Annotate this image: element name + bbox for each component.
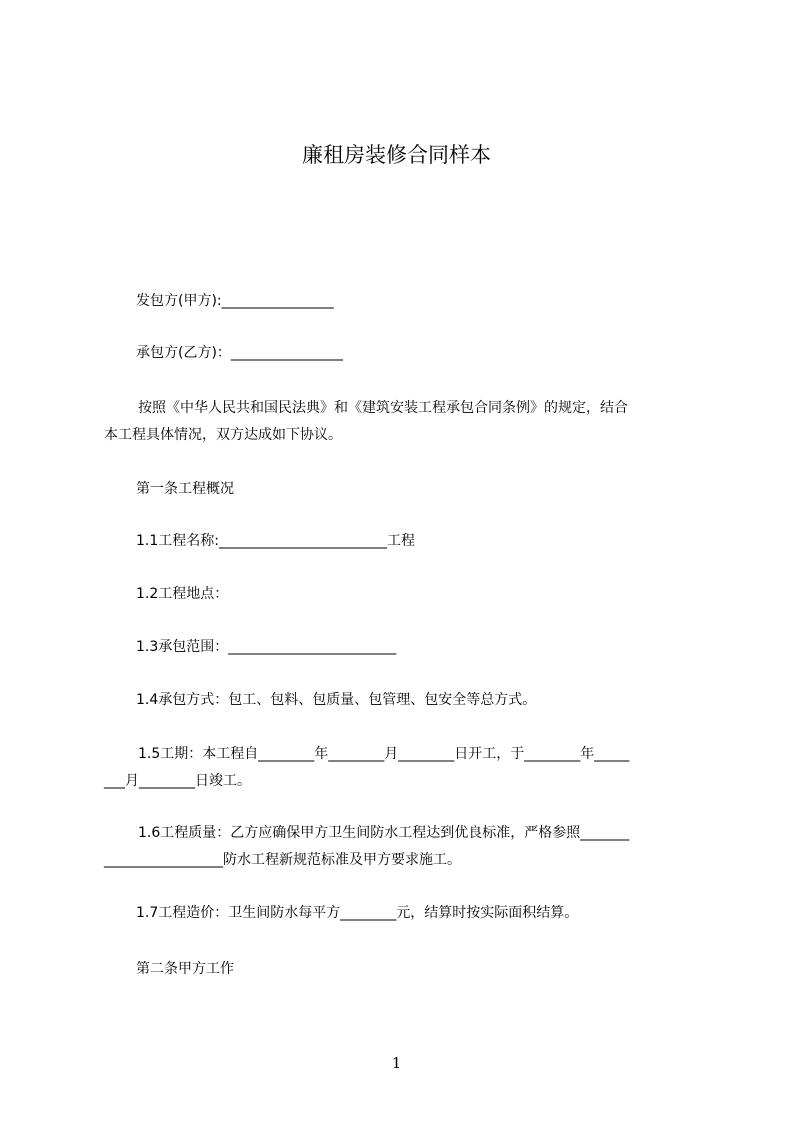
- clause-1-4: 1.4承包方式：包工、包料、包质量、包管理、包安全等总方式。: [136, 692, 537, 708]
- article-1-heading: 第一条工程概况: [136, 481, 234, 497]
- preamble-line-1: 按照《中华人民共和国民法典》和《建筑安装工程承包合同条例》的规定，结合: [138, 400, 628, 416]
- document-title: 廉租房装修合同样本: [302, 143, 491, 167]
- page-number: 1: [391, 1054, 402, 1072]
- clause-1-7: 1.7工程造价：卫生间防水每平方________元，结算时按实际面积结算。: [136, 905, 579, 921]
- clause-1-5-line-2: ___月________日竣工。: [104, 773, 251, 789]
- party-b-line: 承包方(乙方)：________________: [136, 345, 343, 361]
- clause-1-5-line-1: 1.5工期：本工程自________年________月________日开工，于________年_____: [138, 746, 630, 762]
- clause-1-2: 1.2工程地点：: [136, 586, 229, 602]
- clause-1-1: 1.1工程名称:________________________工程: [136, 533, 415, 549]
- article-2-heading: 第二条甲方工作: [136, 961, 234, 977]
- preamble-line-2: 本工程具体情况，双方达成如下协议。: [104, 427, 342, 443]
- clause-1-6-line-1: 1.6工程质量：乙方应确保甲方卫生间防水工程达到优良标准，严格参照_______: [138, 825, 630, 841]
- party-a-line: 发包方(甲方):________________: [136, 293, 334, 309]
- clause-1-3: 1.3承包范围：________________________: [136, 639, 397, 655]
- clause-1-6-line-2: _________________防水工程新规范标准及甲方要求施工。: [104, 852, 461, 868]
